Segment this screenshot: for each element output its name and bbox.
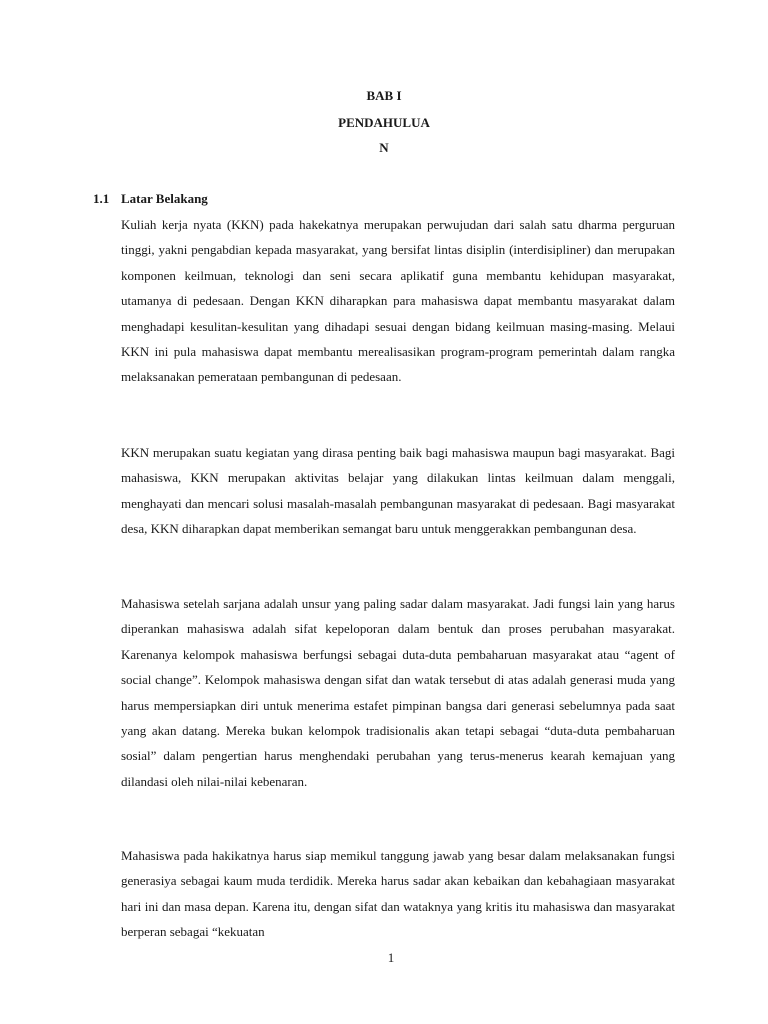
paragraph-2: KKN merupakan suatu kegiatan yang dirasa penting baik bagi mahasiswa maupun bagi masyarakat. Bagi mahasiswa, KKN merupakan aktivitas belajar yang dilakukan lintas keilmuan dalam menggali, menghayati dan mencari solusi masalah-masalah pembangunan masyarakat di pedesaan. Bagi masyarakat desa, KKN diharapkan dapat memberikan semangat baru untuk menggerakkan pembangunan desa.	[121, 445, 675, 537]
paragraph-3: Mahasiswa setelah sarjana adalah unsur yang paling sadar dalam masyarakat. Jadi fungsi lain yang harus diperankan mahasiswa adalah sifat kepeloporan dalam bentuk dan proses perubahan masyarakat. Karenanya kelompok mahasiswa berfungsi sebagai duta-duta pembaharuan masyarakat atau “agent of social change”. Kelompok mahasiswa dengan sifat dan watak tersebut di atas adalah generasi muda yang harus mempersiapkan diri untuk menerima estafet pimpinan bangsa dari generasi sebelumnya pada saat yang akan datang. Mereka bukan kelompok tradisionalis akan tetapi sebagai “duta-duta pembaharuan sosial” dalam pengertian harus menghendaki perubahan yang terus-menerus kearah kemajuan yang dilandasi oleh nilai-nilai kebenaran.	[121, 596, 675, 789]
section-number: 1.1	[93, 191, 110, 206]
paragraph-4: Mahasiswa pada hakikatnya harus siap memikul tanggung jawab yang besar dalam melaksanakan fungsi generasiya sebagai kaum muda terdidik. Mereka harus sadar akan kebaikan dan kebahagiaan masyarakat hari ini dan masa depan. Karena itu, dengan sifat dan wataknya yang kritis itu mahasiswa dan masyarakat berperan sebagai “kekuatan	[121, 848, 675, 940]
page-number: 1	[387, 950, 395, 965]
chapter-title-line-1: PENDAHULUA	[338, 115, 430, 130]
section-title: Latar Belakang	[121, 191, 208, 206]
chapter-title-line-2: N	[379, 140, 389, 155]
chapter-label: BAB I	[366, 88, 402, 103]
paragraph-1: Kuliah kerja nyata (KKN) pada hakekatnya merupakan perwujudan dari salah satu dharma perguruan tinggi, yakni pengabdian kepada masyarakat, yang bersifat lintas disiplin (interdisipliner) dan merupakan komponen keilmuan, teknologi dan seni secara aplikatif guna membantu kehidupan masyarakat, utamanya di pedesaan. Dengan KKN diharapkan para mahasiswa dapat membantu masyarakat dalam menghadapi kesulitan-kesulitan yang dihadapi sesuai dengan bidang keilmuan masing-masing. Melaui KKN ini pula mahasiswa dapat membantu merealisasikan program-program pemerintah dalam rangka melaksanakan pemerataan pembangunan di pedesaan.	[121, 217, 675, 385]
